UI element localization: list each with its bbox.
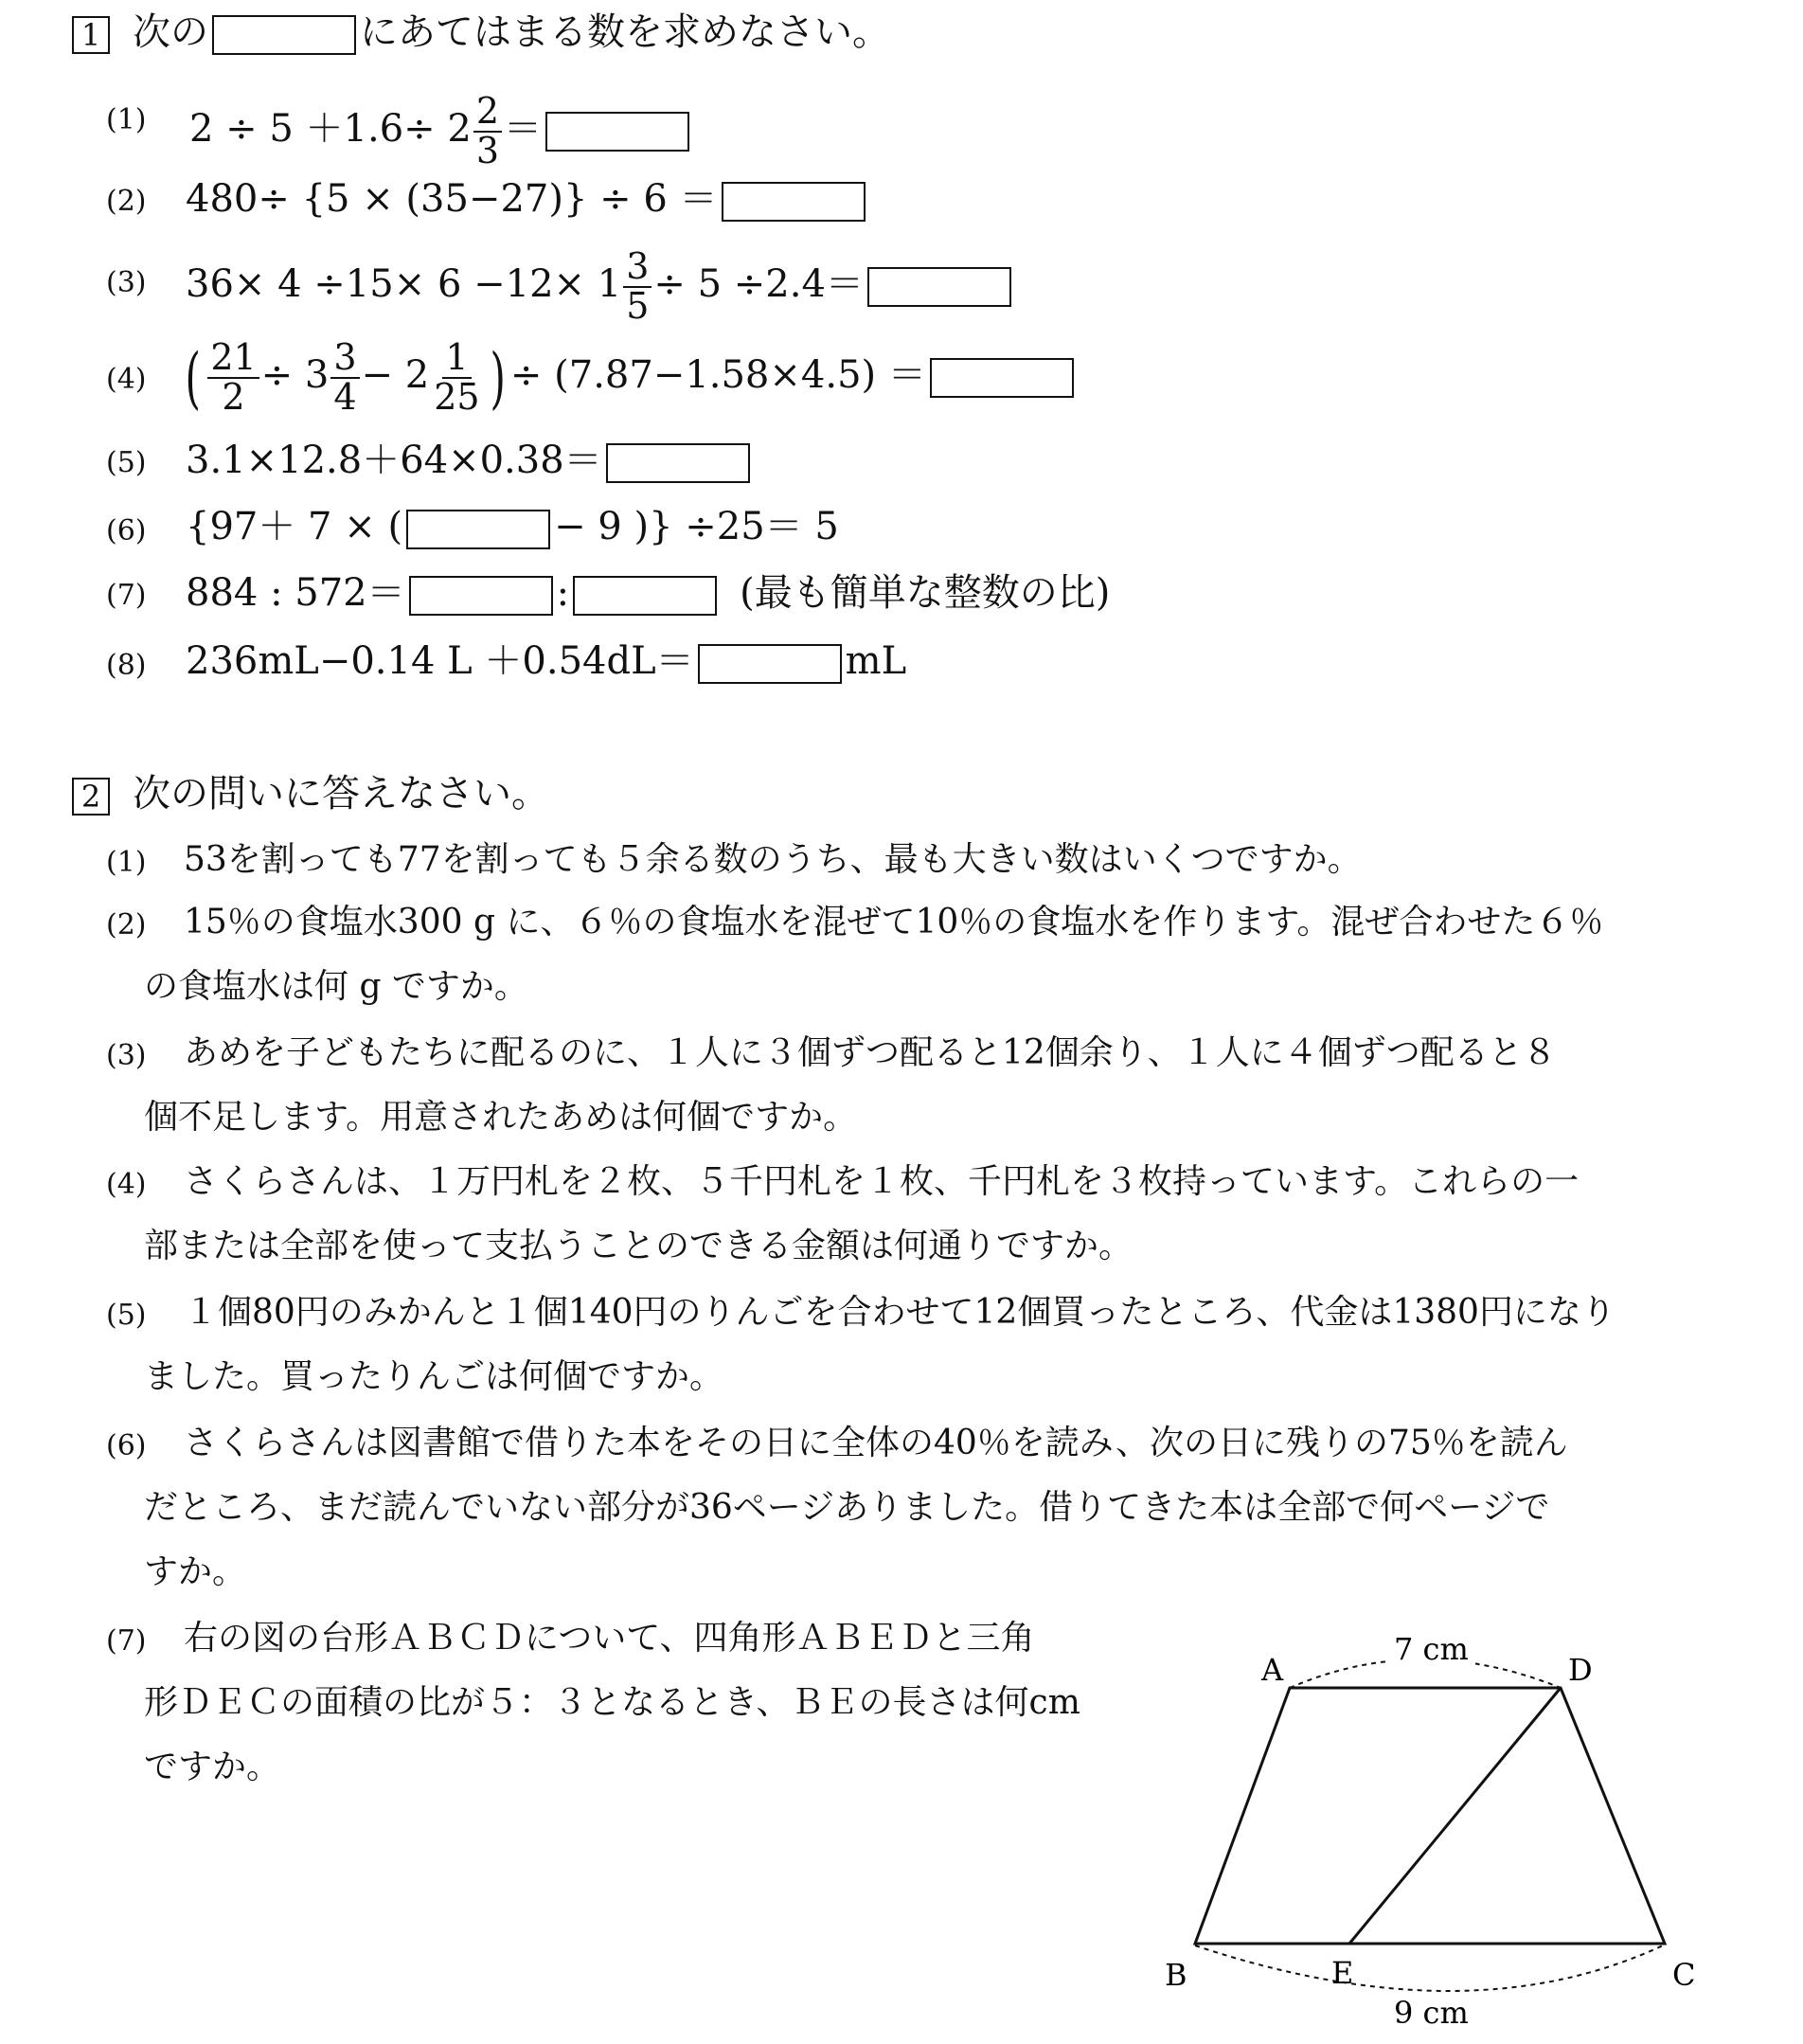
s2-p7-line-3: ですか。 bbox=[144, 1748, 281, 1786]
s1-p7-colon: : bbox=[556, 571, 570, 615]
s1-problem-6 bbox=[186, 505, 839, 549]
s1-p7-label: (7) bbox=[106, 579, 147, 612]
s1-p6-expr-a: {97＋ 7 × ( bbox=[186, 505, 403, 548]
s2-p7-label: (7) bbox=[106, 1624, 147, 1658]
s2-p1-label: (1) bbox=[106, 846, 147, 879]
vertex-label-c: C bbox=[1672, 1957, 1696, 1993]
s1-p4-mid1: ÷ 3 bbox=[260, 352, 330, 397]
s2-p5-label: (5) bbox=[106, 1299, 147, 1332]
s1-p4-f1-num: 21 bbox=[207, 339, 259, 379]
s1-problem-4 bbox=[180, 336, 1078, 418]
s2-p2-label: (2) bbox=[106, 908, 147, 941]
s1-problem-2 bbox=[186, 177, 869, 222]
s1-p7-expr-a: 884 : 572＝ bbox=[186, 571, 405, 615]
s2-p4-label: (4) bbox=[106, 1168, 147, 1201]
top-length-label: 7 cm bbox=[1394, 1631, 1469, 1667]
s1-p3-answer-box[interactable] bbox=[867, 267, 1011, 307]
s1-p5-answer-box[interactable] bbox=[606, 443, 750, 483]
s2-p2-line-1: 15％の食塩水300 g に、６％の食塩水を混ぜて10％の食塩水を作ります。混ぜ合わせた６％ bbox=[184, 903, 1604, 941]
s1-problem-1 bbox=[189, 90, 693, 171]
section1-header-before: 次の bbox=[133, 10, 208, 54]
s1-p4-answer-box[interactable] bbox=[930, 358, 1074, 398]
s1-p1-frac-den: 3 bbox=[475, 129, 500, 171]
s1-p4-f1-den: 2 bbox=[222, 375, 245, 418]
s1-p6-expr-b: − 9 )} ÷25＝ 5 bbox=[554, 505, 839, 548]
s2-p3-line-2: 個不足します。用意されたあめは何個ですか。 bbox=[144, 1098, 858, 1137]
s1-p4-tail: ÷ (7.87−1.58×4.5) ＝ bbox=[509, 352, 926, 397]
section2-header bbox=[72, 772, 549, 816]
section2-number: 2 bbox=[72, 778, 110, 816]
s1-p2-answer-box[interactable] bbox=[722, 182, 866, 222]
section1-number: 1 bbox=[72, 16, 110, 54]
s2-p2-line-2: の食塩水は何 g ですか。 bbox=[144, 967, 528, 1006]
s1-p5-expr: 3.1×12.8＋64×0.38＝ bbox=[186, 439, 602, 482]
s2-p3-label: (3) bbox=[106, 1039, 147, 1072]
s1-p4-f3-num: 1 bbox=[442, 339, 471, 379]
bottom-length-arc bbox=[1195, 1945, 1663, 1991]
s1-problem-5 bbox=[186, 441, 754, 483]
s2-p5-line-2: ました。買ったりんごは何個ですか。 bbox=[144, 1357, 724, 1396]
trapezoid-abcd bbox=[1195, 1688, 1665, 1944]
s2-p4-line-2: 部または全部を使って支払うことのできる金額は何通りですか。 bbox=[144, 1227, 1134, 1265]
vertex-label-d: D bbox=[1568, 1652, 1593, 1688]
s1-p6-answer-box[interactable] bbox=[406, 510, 550, 549]
vertex-label-e: E bbox=[1331, 1955, 1354, 1991]
s1-p4-fraction-2 bbox=[330, 336, 359, 418]
trapezoid-figure bbox=[1136, 1610, 1723, 2036]
s1-p1-frac-num: 2 bbox=[473, 93, 502, 133]
answer-box-example bbox=[212, 15, 356, 55]
s1-p8-expr-a: 236mL−0.14 L ＋0.54dL＝ bbox=[186, 639, 694, 683]
s2-p6-label: (6) bbox=[106, 1429, 147, 1462]
s1-p7-note: (最も簡単な整数の比) bbox=[740, 571, 1111, 615]
s1-p4-label: (4) bbox=[106, 363, 147, 396]
s2-p6-line-3: すか。 bbox=[144, 1552, 247, 1591]
s1-p3-frac-den: 5 bbox=[626, 284, 650, 327]
s1-p4-f2-den: 4 bbox=[333, 375, 357, 418]
section1-header-after: にあてはまる数を求めなさい。 bbox=[360, 10, 890, 54]
s1-p3-label: (3) bbox=[106, 266, 147, 299]
s1-p1-label: (1) bbox=[106, 103, 147, 136]
s2-p5-line-1: １個80円のみかんと１個140円のりんごを合わせて12個買ったところ、代金は1380円になり bbox=[184, 1293, 1616, 1332]
s1-p1-expr-a: 2 ÷ 5 ＋1.6÷ 2 bbox=[189, 106, 472, 151]
s1-p8-unit: mL bbox=[845, 639, 907, 683]
segment-de bbox=[1349, 1688, 1561, 1944]
s2-p6-line-1: さくらさんは図書館で借りた本をその日に全体の40％を読み、次の日に残りの75％を読ん bbox=[184, 1424, 1568, 1462]
s1-problem-8 bbox=[186, 639, 907, 684]
s1-p1-answer-box[interactable] bbox=[545, 112, 689, 152]
vertex-label-b: B bbox=[1165, 1957, 1187, 1993]
section2-header-text: 次の問いに答えなさい。 bbox=[133, 772, 549, 816]
s1-p8-answer-box[interactable] bbox=[698, 644, 842, 684]
s1-p4-f2-num: 3 bbox=[330, 339, 359, 379]
s1-p8-label: (8) bbox=[106, 649, 147, 682]
s1-p3-fraction bbox=[623, 245, 652, 327]
s2-p6-line-2: だところ、まだ読んでいない部分が36ページありました。借りてきた本は全部で何ページで bbox=[144, 1488, 1550, 1527]
s1-p4-fraction-3 bbox=[431, 336, 482, 418]
s1-p4-f3-den: 25 bbox=[434, 375, 480, 418]
s1-p4-mid2: − 2 bbox=[361, 352, 430, 397]
s1-p6-label: (6) bbox=[106, 514, 147, 547]
s2-p7-line-2: 形ＤＥＣの面積の比が５：３となるとき、ＢＥの長さは何cm bbox=[144, 1683, 1080, 1722]
s1-p1-fraction bbox=[473, 90, 502, 171]
s1-p4-open-paren: ( bbox=[185, 338, 201, 417]
s1-problem-3 bbox=[186, 245, 1015, 327]
s1-p5-label: (5) bbox=[106, 446, 147, 479]
vertex-label-a: A bbox=[1261, 1652, 1284, 1688]
s2-p4-line-1: さくらさんは、１万円札を２枚、５千円札を１枚、千円札を３枚持っています。これらの一 bbox=[184, 1162, 1580, 1201]
section1-header bbox=[72, 10, 890, 55]
s1-p3-expr-b: ÷ 5 ÷2.4＝ bbox=[653, 261, 864, 306]
s1-p2-label: (2) bbox=[106, 185, 147, 218]
s1-p7-answer-box-1[interactable] bbox=[409, 576, 553, 616]
s1-p4-fraction-1 bbox=[207, 336, 259, 418]
s1-p4-close-paren: ) bbox=[490, 338, 506, 417]
bottom-length-label: 9 cm bbox=[1394, 1995, 1469, 2031]
s2-p1-line-1: 53を割っても77を割っても５余る数のうち、最も大きい数はいくつですか。 bbox=[184, 840, 1362, 879]
s2-p7-line-1: 右の図の台形ＡＢＣＤについて、四角形ＡＢＥＤと三角 bbox=[184, 1619, 1035, 1658]
s1-p7-answer-box-2[interactable] bbox=[573, 576, 717, 616]
s1-p2-expr: 480÷ {5 × (35−27)} ÷ 6 ＝ bbox=[186, 177, 718, 221]
s1-p3-expr-a: 36× 4 ÷15× 6 −12× 1 bbox=[186, 261, 622, 306]
s2-p3-line-1: あめを子どもたちに配るのに、１人に３個ずつ配ると12個余り、１人に４個ずつ配ると８ bbox=[184, 1033, 1557, 1072]
s1-p3-frac-num: 3 bbox=[623, 248, 652, 288]
s1-p1-expr-b: ＝ bbox=[504, 106, 543, 151]
s1-problem-7 bbox=[186, 571, 1111, 616]
